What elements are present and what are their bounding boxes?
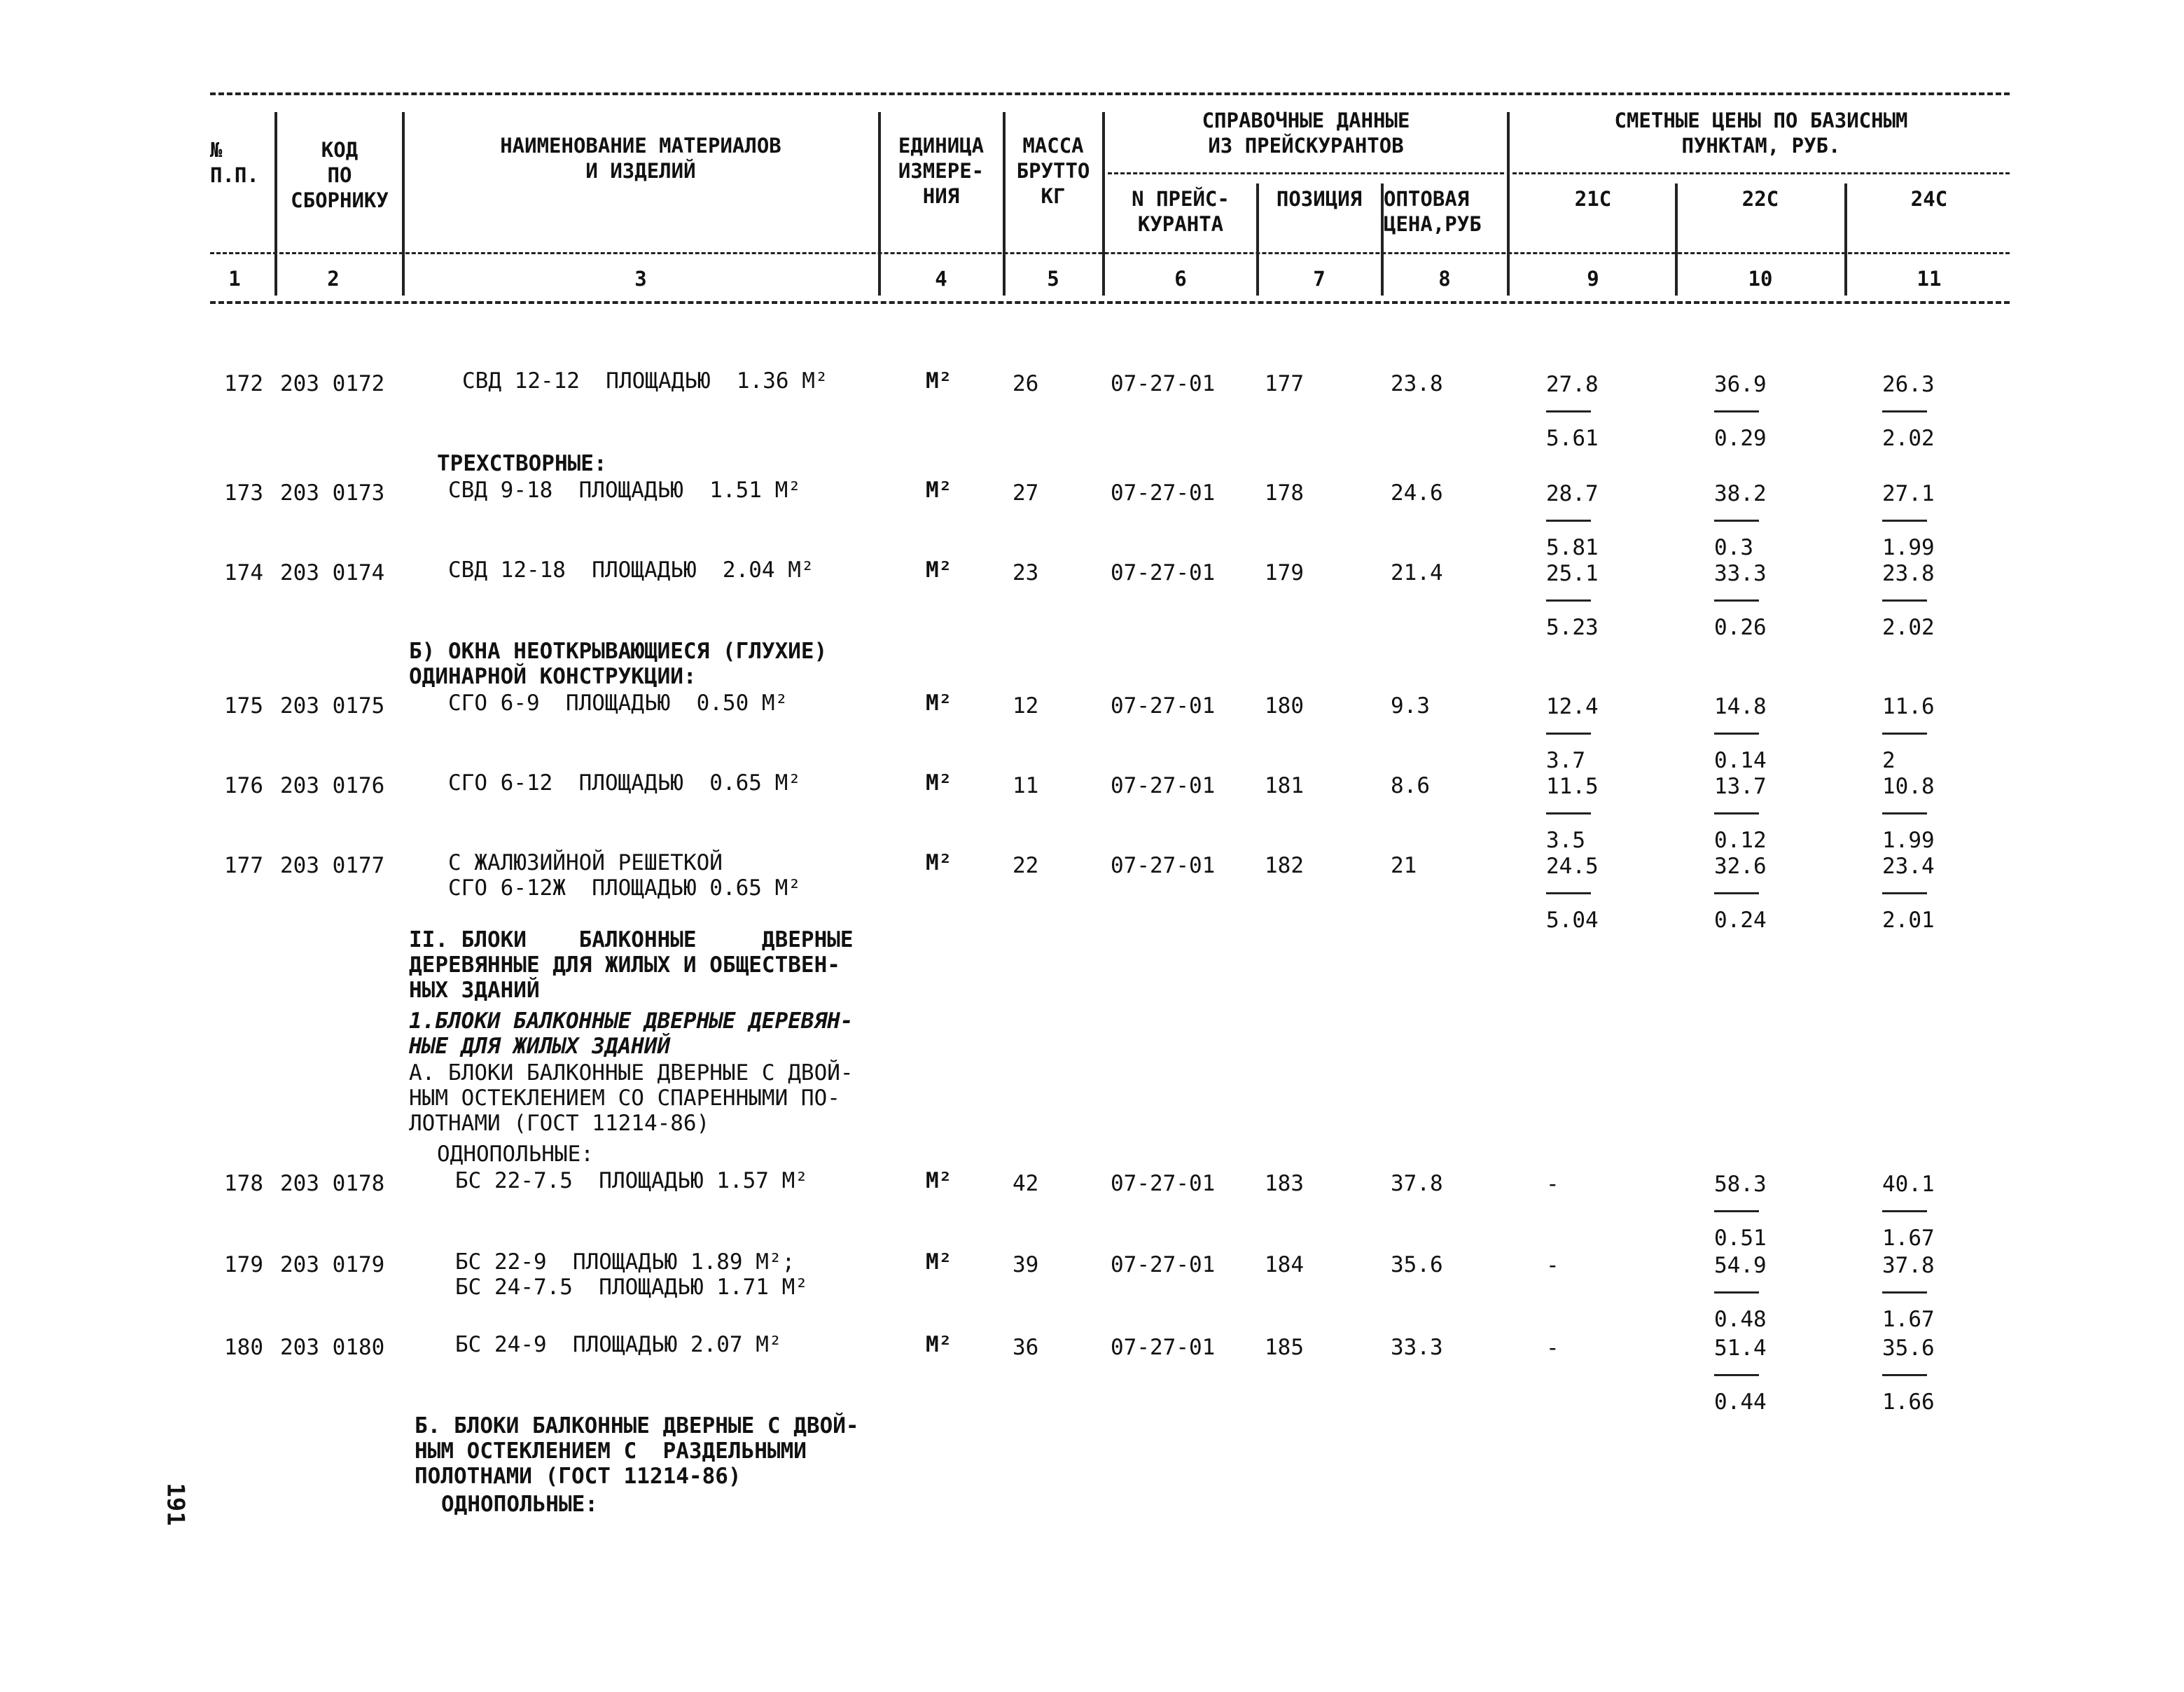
row-price-24c bbox=[1882, 773, 1935, 854]
row-price-24c bbox=[1882, 693, 1935, 774]
header-col-name: НАИМЕНОВАНИЕ МАТЕРИАЛОВ И ИЗДЕЛИЙ bbox=[500, 134, 781, 183]
price-upper: 27.8 bbox=[1546, 372, 1599, 397]
price-lower: 1.66 bbox=[1882, 1389, 1935, 1415]
row-number: 172 bbox=[224, 371, 263, 396]
row-price-22c bbox=[1714, 693, 1767, 774]
fraction-bar bbox=[1714, 892, 1759, 894]
fraction-bar bbox=[1546, 733, 1591, 735]
row-mass: 39 bbox=[1013, 1252, 1039, 1277]
fraction-bar bbox=[1546, 892, 1591, 894]
fraction-bar bbox=[1882, 1210, 1927, 1212]
price-upper: 11.5 bbox=[1546, 774, 1599, 799]
price-upper: 54.9 bbox=[1714, 1253, 1767, 1278]
price-lower: 0.14 bbox=[1714, 748, 1767, 773]
price-lower: 1.67 bbox=[1882, 1307, 1935, 1332]
fraction-bar bbox=[1882, 1291, 1927, 1294]
price-upper: 10.8 bbox=[1882, 774, 1935, 799]
column-number: 9 bbox=[1587, 267, 1599, 291]
row-number: 175 bbox=[224, 693, 263, 719]
header-bottom-rule bbox=[210, 301, 2010, 304]
section-heading: ОДНОПОЛЬНЫЕ: bbox=[437, 1142, 594, 1167]
section-heading: 1.БЛОКИ БАЛКОННЫЕ ДВЕРНЫЕ ДЕРЕВЯН- НЫЕ ДЛЯ ЖИЛЫХ ЗДАНИЙ bbox=[409, 1008, 854, 1059]
price-upper: 11.6 bbox=[1882, 694, 1935, 719]
row-pricelist: 07-27-01 bbox=[1111, 853, 1216, 878]
row-code: 203 0179 bbox=[280, 1252, 385, 1277]
price-lower: 0.51 bbox=[1714, 1226, 1767, 1251]
row-code: 203 0172 bbox=[280, 371, 385, 396]
section-heading: ОДНОПОЛЬНЫЕ: bbox=[441, 1492, 598, 1517]
price-lower: 0.44 bbox=[1714, 1389, 1767, 1415]
header-top-rule bbox=[210, 92, 2010, 95]
fraction-bar bbox=[1714, 1374, 1759, 1376]
row-position: 179 bbox=[1265, 560, 1304, 585]
fraction-bar bbox=[1546, 812, 1591, 814]
header-col-unit: ЕДИНИЦА ИЗМЕРЕ- НИЯ bbox=[898, 134, 985, 208]
price-upper: 23.8 bbox=[1882, 561, 1935, 586]
row-unit: М² bbox=[926, 1249, 952, 1275]
price-upper: 27.1 bbox=[1882, 481, 1935, 506]
row-number: 179 bbox=[224, 1252, 263, 1277]
row-name: СГО 6-9 ПЛОЩАДЬЮ 0.50 М² bbox=[448, 691, 788, 716]
column-number: 11 bbox=[1917, 267, 1942, 291]
row-pricelist: 07-27-01 bbox=[1111, 371, 1216, 396]
row-pricelist: 07-27-01 bbox=[1111, 560, 1216, 585]
row-name: БС 24-9 ПЛОЩАДЬЮ 2.07 М² bbox=[455, 1332, 782, 1357]
fraction-bar bbox=[1882, 892, 1927, 894]
row-code: 203 0177 bbox=[280, 853, 385, 878]
row-unit: М² bbox=[926, 691, 952, 716]
row-position: 183 bbox=[1265, 1171, 1304, 1196]
row-price-22c bbox=[1714, 1335, 1767, 1415]
header-col-21c: 21С bbox=[1574, 187, 1612, 211]
row-unit: М² bbox=[926, 478, 952, 503]
row-price-21c bbox=[1546, 693, 1599, 774]
row-unit: М² bbox=[926, 770, 952, 796]
price-upper: 38.2 bbox=[1714, 481, 1767, 506]
fraction-bar bbox=[1714, 1291, 1759, 1294]
price-lower: 2.01 bbox=[1882, 908, 1935, 933]
row-name: СВД 12-18 ПЛОЩАДЬЮ 2.04 М² bbox=[448, 557, 814, 583]
fraction-bar bbox=[1546, 599, 1591, 602]
price-upper: 28.7 bbox=[1546, 481, 1599, 506]
row-position: 185 bbox=[1265, 1335, 1304, 1360]
header-divider bbox=[1844, 183, 1847, 296]
price-lower: 1.99 bbox=[1882, 535, 1935, 560]
row-name: СВД 9-18 ПЛОЩАДЬЮ 1.51 М² bbox=[448, 478, 801, 503]
price-lower: 0.48 bbox=[1714, 1307, 1767, 1332]
row-pricelist: 07-27-01 bbox=[1111, 693, 1216, 719]
price-lower: 0.24 bbox=[1714, 908, 1767, 933]
price-upper: 23.4 bbox=[1882, 854, 1935, 879]
row-position: 180 bbox=[1265, 693, 1304, 719]
price-upper: 13.7 bbox=[1714, 774, 1767, 799]
price-upper: 37.8 bbox=[1882, 1253, 1935, 1278]
row-price-22c bbox=[1714, 371, 1767, 452]
price-lower: 5.23 bbox=[1546, 615, 1599, 640]
row-number: 174 bbox=[224, 560, 263, 585]
row-code: 203 0178 bbox=[280, 1171, 385, 1196]
row-pricelist: 07-27-01 bbox=[1111, 1252, 1216, 1277]
row-wholesale-price: 33.3 bbox=[1391, 1335, 1443, 1360]
fraction-bar bbox=[1882, 410, 1927, 412]
column-number: 3 bbox=[634, 267, 647, 291]
row-price-22c bbox=[1714, 1171, 1767, 1251]
row-mass: 23 bbox=[1013, 560, 1039, 585]
row-code: 203 0175 bbox=[280, 693, 385, 719]
row-pricelist: 07-27-01 bbox=[1111, 773, 1216, 798]
row-wholesale-price: 21 bbox=[1391, 853, 1417, 878]
row-mass: 36 bbox=[1013, 1335, 1039, 1360]
row-price-24c bbox=[1882, 560, 1935, 641]
row-position: 184 bbox=[1265, 1252, 1304, 1277]
row-name: СВД 12-12 ПЛОЩАДЬЮ 1.36 М² bbox=[462, 368, 828, 394]
row-price-21c bbox=[1546, 560, 1599, 641]
price-lower: 2 bbox=[1882, 748, 1896, 773]
column-number: 5 bbox=[1047, 267, 1059, 291]
header-divider bbox=[1507, 112, 1510, 296]
section-heading: ТРЕХСТВОРНЫЕ: bbox=[437, 451, 607, 476]
row-price-21c bbox=[1546, 1171, 1559, 1198]
price-upper: - bbox=[1546, 1336, 1559, 1361]
section-heading: II. БЛОКИ БАЛКОННЫЕ ДВЕРНЫЕ ДЕРЕВЯННЫЕ ДЛЯ ЖИЛЫХ И ОБЩЕСТВЕН- НЫХ ЗДАНИЙ bbox=[409, 927, 854, 1003]
header-col-mass: МАССА БРУТТО КГ bbox=[1016, 134, 1090, 208]
header-group-estimate: СМЕТНЫЕ ЦЕНЫ ПО БАЗИСНЫМ ПУНКТАМ, РУБ. bbox=[1614, 109, 1908, 158]
price-lower: 0.12 bbox=[1714, 828, 1767, 853]
fraction-bar bbox=[1882, 520, 1927, 522]
row-price-22c bbox=[1714, 773, 1767, 854]
price-upper: 58.3 bbox=[1714, 1172, 1767, 1197]
fraction-bar bbox=[1714, 599, 1759, 602]
row-position: 178 bbox=[1265, 480, 1304, 506]
header-col-pricelist: N ПРЕЙС- КУРАНТА bbox=[1132, 187, 1230, 236]
fraction-bar bbox=[1714, 733, 1759, 735]
row-number: 180 bbox=[224, 1335, 263, 1360]
row-number: 178 bbox=[224, 1171, 263, 1196]
price-lower: 0.29 bbox=[1714, 426, 1767, 451]
row-name: БС 22-9 ПЛОЩАДЬЮ 1.89 М²; БС 24-7.5 ПЛОЩАДЬЮ 1.71 М² bbox=[455, 1249, 808, 1300]
row-price-22c bbox=[1714, 853, 1767, 934]
row-unit: М² bbox=[926, 1332, 952, 1357]
row-price-21c bbox=[1546, 480, 1599, 561]
row-wholesale-price: 37.8 bbox=[1391, 1171, 1443, 1196]
fraction-bar bbox=[1546, 520, 1591, 522]
header-col-code: КОД ПО СБОРНИКУ bbox=[291, 138, 389, 212]
price-upper: 14.8 bbox=[1714, 694, 1767, 719]
row-mass: 27 bbox=[1013, 480, 1039, 506]
price-lower: 3.5 bbox=[1546, 828, 1585, 853]
row-number: 177 bbox=[224, 853, 263, 878]
fraction-bar bbox=[1714, 520, 1759, 522]
row-wholesale-price: 8.6 bbox=[1391, 773, 1430, 798]
price-lower: 0.3 bbox=[1714, 535, 1753, 560]
header-col-22c: 22С bbox=[1741, 187, 1779, 211]
row-code: 203 0173 bbox=[280, 480, 385, 506]
row-price-21c bbox=[1546, 853, 1599, 934]
row-position: 181 bbox=[1265, 773, 1304, 798]
row-wholesale-price: 21.4 bbox=[1391, 560, 1443, 585]
row-name: БС 22-7.5 ПЛОЩАДЬЮ 1.57 М² bbox=[455, 1168, 808, 1193]
fraction-bar bbox=[1546, 410, 1591, 412]
column-number: 6 bbox=[1174, 267, 1187, 291]
row-mass: 42 bbox=[1013, 1171, 1039, 1196]
price-lower: 2.02 bbox=[1882, 615, 1935, 640]
row-unit: М² bbox=[926, 368, 952, 394]
column-number: 10 bbox=[1748, 267, 1773, 291]
page-number: 191 bbox=[161, 1483, 190, 1526]
price-lower: 1.67 bbox=[1882, 1226, 1935, 1251]
header-subrule bbox=[1108, 172, 1504, 174]
price-lower: 1.99 bbox=[1882, 828, 1935, 853]
price-upper: - bbox=[1546, 1172, 1559, 1197]
fraction-bar bbox=[1714, 1210, 1759, 1212]
price-upper: 51.4 bbox=[1714, 1336, 1767, 1361]
price-upper: 35.6 bbox=[1882, 1336, 1935, 1361]
price-lower: 0.26 bbox=[1714, 615, 1767, 640]
row-unit: М² bbox=[926, 850, 952, 875]
header-col-24c: 24С bbox=[1910, 187, 1948, 211]
price-lower: 5.04 bbox=[1546, 908, 1599, 933]
header-col-position: ПОЗИЦИЯ bbox=[1276, 187, 1363, 211]
column-number: 4 bbox=[935, 267, 947, 291]
column-number: 8 bbox=[1438, 267, 1451, 291]
header-subrule bbox=[1512, 172, 2010, 174]
row-mass: 26 bbox=[1013, 371, 1039, 396]
row-pricelist: 07-27-01 bbox=[1111, 1171, 1216, 1196]
column-number: 2 bbox=[327, 267, 340, 291]
row-number: 173 bbox=[224, 480, 263, 506]
row-wholesale-price: 23.8 bbox=[1391, 371, 1443, 396]
row-price-21c bbox=[1546, 371, 1599, 452]
column-number: 1 bbox=[228, 267, 241, 291]
price-upper: 24.5 bbox=[1546, 854, 1599, 879]
section-heading: А. БЛОКИ БАЛКОННЫЕ ДВЕРНЫЕ С ДВОЙ- НЫМ ОСТЕКЛЕНИЕМ СО СПАРЕННЫМИ ПО- ЛОТНАМИ (ГОСТ 11214-86) bbox=[409, 1060, 854, 1136]
row-pricelist: 07-27-01 bbox=[1111, 1335, 1216, 1360]
fraction-bar bbox=[1714, 410, 1759, 412]
row-price-21c bbox=[1546, 1252, 1559, 1279]
row-price-22c bbox=[1714, 480, 1767, 561]
row-mass: 11 bbox=[1013, 773, 1039, 798]
section-heading: Б. БЛОКИ БАЛКОННЫЕ ДВЕРНЫЕ С ДВОЙ- НЫМ ОСТЕКЛЕНИЕМ С РАЗДЕЛЬНЫМИ ПОЛОТНАМИ (ГОСТ 11214-86) bbox=[415, 1413, 859, 1489]
row-price-22c bbox=[1714, 560, 1767, 641]
row-wholesale-price: 35.6 bbox=[1391, 1252, 1443, 1277]
row-price-22c bbox=[1714, 1252, 1767, 1333]
row-code: 203 0174 bbox=[280, 560, 385, 585]
price-upper: 33.3 bbox=[1714, 561, 1767, 586]
row-unit: М² bbox=[926, 1168, 952, 1193]
row-price-21c bbox=[1546, 1335, 1559, 1361]
row-position: 182 bbox=[1265, 853, 1304, 878]
row-mass: 22 bbox=[1013, 853, 1039, 878]
fraction-bar bbox=[1882, 812, 1927, 814]
price-upper: 12.4 bbox=[1546, 694, 1599, 719]
header-col-number: № П.П. bbox=[210, 138, 259, 187]
row-wholesale-price: 9.3 bbox=[1391, 693, 1430, 719]
price-upper: - bbox=[1546, 1253, 1559, 1278]
price-upper: 40.1 bbox=[1882, 1172, 1935, 1197]
row-price-24c bbox=[1882, 371, 1935, 452]
fraction-bar bbox=[1714, 812, 1759, 814]
row-unit: М² bbox=[926, 557, 952, 583]
row-name: СГО 6-12 ПЛОЩАДЬЮ 0.65 М² bbox=[448, 770, 801, 796]
row-price-24c bbox=[1882, 853, 1935, 934]
price-upper: 25.1 bbox=[1546, 561, 1599, 586]
column-number: 7 bbox=[1313, 267, 1326, 291]
header-group-reference: СПРАВОЧНЫЕ ДАННЫЕ ИЗ ПРЕЙСКУРАНТОВ bbox=[1202, 109, 1410, 158]
row-price-24c bbox=[1882, 1171, 1935, 1251]
row-wholesale-price: 24.6 bbox=[1391, 480, 1443, 506]
price-lower: 3.7 bbox=[1546, 748, 1585, 773]
row-price-24c bbox=[1882, 1335, 1935, 1415]
row-name: С ЖАЛЮЗИЙНОЙ РЕШЕТКОЙ СГО 6-12Ж ПЛОЩАДЬЮ 0.65 М² bbox=[448, 850, 801, 901]
fraction-bar bbox=[1882, 599, 1927, 602]
row-position: 177 bbox=[1265, 371, 1304, 396]
header-subrule bbox=[210, 252, 2010, 254]
fraction-bar bbox=[1882, 733, 1927, 735]
row-pricelist: 07-27-01 bbox=[1111, 480, 1216, 506]
price-upper: 36.9 bbox=[1714, 372, 1767, 397]
row-mass: 12 bbox=[1013, 693, 1039, 719]
price-lower: 5.61 bbox=[1546, 426, 1599, 451]
price-upper: 32.6 bbox=[1714, 854, 1767, 879]
row-code: 203 0176 bbox=[280, 773, 385, 798]
row-price-24c bbox=[1882, 1252, 1935, 1333]
row-code: 203 0180 bbox=[280, 1335, 385, 1360]
row-price-21c bbox=[1546, 773, 1599, 854]
price-lower: 2.02 bbox=[1882, 426, 1935, 451]
header-divider bbox=[402, 112, 405, 296]
section-heading: Б) ОКНА НЕОТКРЫВАЮЩИЕСЯ (ГЛУХИЕ) ОДИНАРНОЙ КОНСТРУКЦИИ: bbox=[409, 639, 828, 689]
price-lower: 5.81 bbox=[1546, 535, 1599, 560]
header-col-wholesale: ОПТОВАЯ ЦЕНА,РУБ bbox=[1384, 187, 1482, 236]
header-divider bbox=[1102, 112, 1105, 296]
fraction-bar bbox=[1882, 1374, 1927, 1376]
row-price-24c bbox=[1882, 480, 1935, 561]
price-upper: 26.3 bbox=[1882, 372, 1935, 397]
row-number: 176 bbox=[224, 773, 263, 798]
